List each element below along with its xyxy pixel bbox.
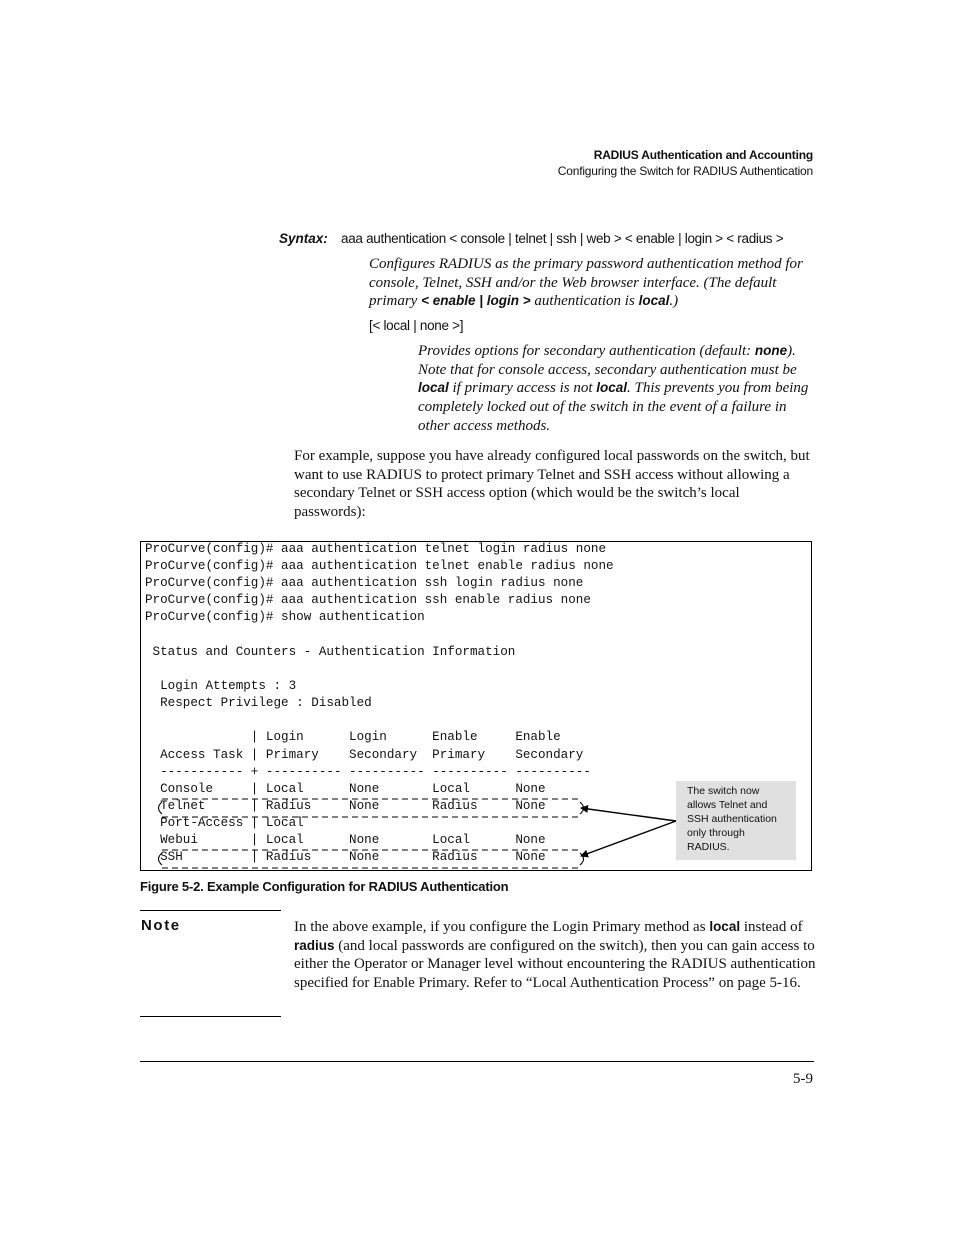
- note-bold-local: local: [709, 919, 741, 934]
- note-text-1: In the above example, if you configure the Login Primary method as: [294, 919, 710, 935]
- terminal-line: | Login Login Enable Enable: [145, 730, 561, 744]
- body-paragraph: For example, suppose you have already configured local passwords on the switch, but want to use RADIUS to protect primary Telnet and SSH access without allowing a secondary Telnet or SSH access option (which would be the switch’s local passwords):: [294, 448, 810, 521]
- callout-arrow-telnet: [581, 808, 676, 821]
- note-bold-radius: radius: [294, 937, 335, 953]
- telnet-row-highlight: [159, 799, 584, 817]
- note-rule-top: [140, 910, 281, 911]
- note-text-3: (and local passwords are configured on the switch), then you can gain access to either the Operator or Manager level without encountering the RADIUS authentication specified for Enable Primary. Refer to “Local Authentication Process” on page 5-16.: [294, 937, 816, 992]
- terminal-line: ProCurve(config)# aaa authentication ssh enable radius none: [145, 593, 591, 607]
- syntax-desc-bold-2: local: [638, 293, 670, 309]
- option-desc-text-2: ). Note that for console access, secondary authentication must be: [418, 343, 797, 378]
- terminal-line: Webui | Local None Local None: [145, 833, 546, 847]
- terminal-line: Console | Local None Local None: [145, 782, 546, 796]
- terminal-line: Login Attempts : 3: [145, 679, 297, 693]
- ssh-row-highlight: [159, 850, 584, 868]
- option-desc-bold-2: local: [418, 380, 449, 396]
- note-label: Note: [141, 917, 181, 934]
- syntax-option: [< local | none >]: [369, 318, 464, 333]
- note-rule-bottom: [140, 1016, 281, 1017]
- terminal-line: ProCurve(config)# aaa authentication telnet login radius none: [145, 542, 607, 556]
- note-text-2: instead of: [740, 919, 803, 935]
- running-header-subtitle: Configuring the Switch for RADIUS Authentication: [557, 164, 813, 178]
- terminal-line: Access Task | Primary Secondary Primary Secondary: [145, 748, 584, 762]
- page-number: 5-9: [793, 1071, 813, 1087]
- running-header-title: RADIUS Authentication and Accounting: [593, 148, 813, 162]
- syntax-desc-bold-1: < enable | login >: [421, 293, 531, 309]
- option-desc-text-3: if primary access is not: [448, 380, 597, 397]
- figure-caption: Figure 5-2. Example Configuration for RADIUS Authentication: [140, 879, 509, 894]
- terminal-line: ProCurve(config)# aaa authentication telnet enable radius none: [145, 559, 614, 573]
- terminal-line: ProCurve(config)# show authentication: [145, 610, 425, 624]
- syntax-desc-text-1: Configures RADIUS as the primary password authentication method for console, Telnet, SSH and/or the Web browser interface. (The default primary: [369, 256, 803, 310]
- terminal-line: Respect Privilege : Disabled: [145, 696, 372, 710]
- option-desc-text-4: . This prevents you from being completely locked out of the switch in the event of a failure in other access methods.: [418, 380, 809, 434]
- option-desc-bold-3: local: [596, 380, 628, 396]
- terminal-line: SSH | Radius None Radius None: [145, 850, 546, 864]
- option-desc-bold-1: none: [754, 343, 788, 358]
- option-desc-text-1: Provides options for secondary authentication (default:: [418, 343, 755, 359]
- terminal-line: Telnet | Radius None Radius None: [145, 799, 546, 813]
- terminal-line: ProCurve(config)# aaa authentication ssh login radius none: [145, 576, 584, 590]
- callout-note: The switch now allows Telnet and SSH authentication only through RADIUS.: [676, 781, 796, 860]
- syntax-label: Syntax:: [279, 231, 328, 246]
- syntax-desc-text-3: .): [669, 293, 679, 310]
- note-text: [294, 918, 816, 993]
- terminal-line: Status and Counters - Authentication Information: [145, 645, 516, 659]
- callout-arrow-ssh: [581, 821, 676, 856]
- syntax-command: aaa authentication < console | telnet | ssh | web > < enable | login > < radius >: [341, 231, 784, 246]
- terminal-line: Port-Access | Local: [145, 816, 304, 830]
- terminal-line: ----------- + ---------- ---------- ---------- ----------: [145, 765, 591, 779]
- syntax-desc-text-2: authentication is: [530, 293, 639, 310]
- footer-rule: [140, 1061, 814, 1062]
